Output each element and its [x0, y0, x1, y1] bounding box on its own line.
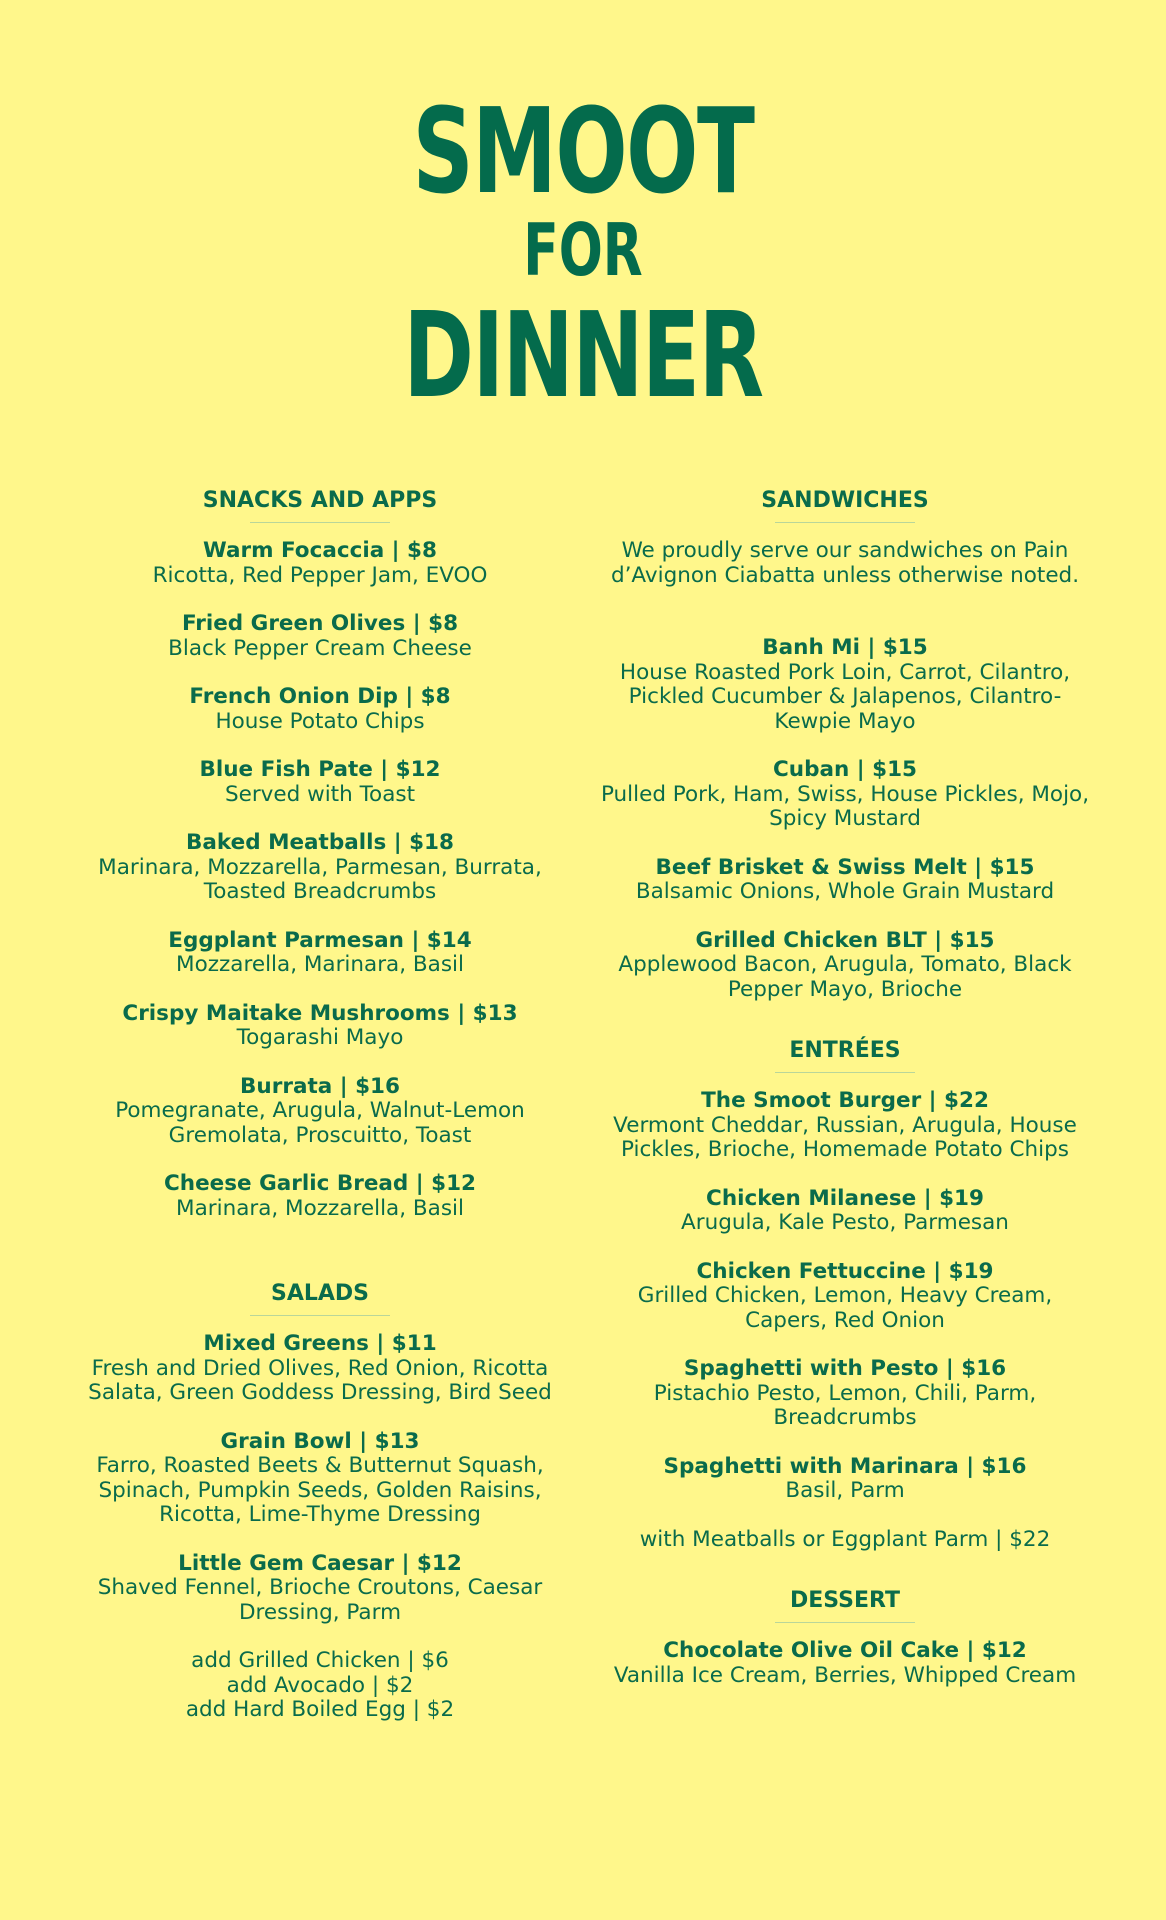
item-description: Grilled Chicken, Lemon, Heavy Cream, Capers, Red Onion: [637, 1283, 1053, 1333]
title-line-1: SMOOT: [412, 82, 754, 220]
item-description: Marinara, Mozzarella, Parmesan, Burrata, Toasted Breadcrumbs: [98, 854, 542, 904]
section-heading: ENTRÉES: [789, 1038, 901, 1063]
left-column: [80, 486, 560, 1723]
menu-item: [80, 1172, 560, 1221]
item-description: Mozzarella, Marinara, Basil: [176, 952, 464, 977]
item-name: The Smoot Burger | $22: [701, 1088, 989, 1113]
section-heading: DESSERT: [790, 1588, 900, 1613]
entree-addon: with Meatballs or Eggplant Parm | $22: [639, 1526, 1051, 1552]
menu-item: [600, 758, 1090, 832]
item-name: Beef Brisket & Swiss Melt | $15: [655, 854, 1035, 880]
salad-addons: [80, 1649, 560, 1723]
menu-item: [600, 1639, 1090, 1688]
item-name: Burrata | $16: [240, 1073, 400, 1099]
item-description: Pulled Pork, Ham, Swiss, House Pickles, Mojo, Spicy Mustard: [600, 781, 1090, 831]
item-description: Balsamic Onions, Whole Grain Mustard: [635, 879, 1055, 904]
item-name: Crispy Maitake Mushrooms | $13: [122, 1000, 518, 1026]
menu-item: [80, 831, 560, 905]
item-name: Little Gem Caesar | $12: [178, 1550, 462, 1576]
item-description: Togarashi Mayo: [236, 1025, 404, 1050]
item-name: Grain Bowl | $13: [220, 1428, 420, 1454]
menu-item: [80, 1430, 560, 1528]
item-description: House Potato Chips: [215, 708, 425, 734]
item-description: Applewood Bacon, Arugula, Tomato, Black Pepper Mayo, Brioche: [618, 952, 1072, 1002]
menu-item: [600, 1357, 1090, 1431]
title-line-3: DINNER: [403, 286, 763, 424]
section-heading: SNACKS AND APPS: [202, 488, 438, 513]
item-name: Spaghetti with Pesto | $16: [683, 1356, 1007, 1381]
menu-item: [80, 539, 560, 588]
item-description: Pomegranate, Arugula, Walnut-Lemon Gremolata, Proscuitto, Toast: [115, 1098, 525, 1148]
menu-item: [80, 758, 560, 807]
heading-divider: [775, 522, 915, 523]
item-name: Fried Green Olives | $8: [181, 611, 459, 636]
item-description: Black Pepper Cream Cheese: [168, 635, 472, 661]
item-description: Farro, Roasted Beets & Butternut Squash, Spinach, Pumpkin Seeds, Golden Raisins, Ricotta, Lime-Thyme Dressing: [96, 1453, 544, 1527]
section-sandwiches: [600, 486, 1090, 1002]
section-spacer: [80, 1245, 560, 1279]
item-description: Served with Toast: [224, 781, 416, 807]
item-name: Mixed Greens | $11: [203, 1331, 437, 1356]
menu-item: [80, 1075, 560, 1149]
heading-divider: [250, 1315, 390, 1316]
item-description: Vanilla Ice Cream, Berries, Whipped Cream: [613, 1662, 1077, 1688]
item-description: House Roasted Pork Loin, Carrot, Cilantro, Pickled Cucumber & Jalapenos, Cilantro-Kewpie Mayo: [619, 659, 1071, 734]
menu-item: [80, 1002, 560, 1051]
menu-item: [600, 1089, 1090, 1163]
right-column: [600, 486, 1090, 1712]
item-name: Cheese Garlic Bread | $12: [163, 1171, 476, 1196]
menu-item: [80, 1552, 560, 1626]
item-name: Chicken Milanese | $19: [706, 1185, 984, 1211]
item-name: Spaghetti with Marinara | $16: [663, 1453, 1027, 1479]
item-name: Blue Fish Pate | $12: [199, 757, 441, 782]
section-heading: SANDWICHES: [761, 488, 929, 513]
item-description: Marinara, Mozzarella, Basil: [176, 1195, 464, 1221]
item-name: Eggplant Parmesan | $14: [168, 927, 472, 953]
heading-divider: [775, 1622, 915, 1623]
section-snacks: [80, 486, 560, 1221]
sandwich-note: We proudly serve our sandwiches on Pain d’Avignon Ciabatta unless otherwise noted.: [610, 538, 1080, 588]
section-heading: SALADS: [270, 1281, 370, 1306]
addon-item: add Hard Boiled Egg | $2: [185, 1697, 455, 1722]
menu-item: [80, 1332, 560, 1406]
menu-item: [600, 856, 1090, 905]
menu-item: [80, 612, 560, 661]
menu-item: [600, 1455, 1090, 1504]
menu-item: [600, 636, 1090, 734]
item-description: Shaved Fennel, Brioche Croutons, Caesar Dressing, Parm: [97, 1575, 543, 1625]
item-name: Cuban | $15: [773, 757, 917, 782]
section-spacer: [600, 1026, 1090, 1036]
heading-divider: [250, 522, 390, 523]
item-name: Chocolate Olive Oil Cake | $12: [663, 1638, 1027, 1663]
item-name: Grilled Chicken BLT | $15: [695, 927, 995, 953]
menu-item: [600, 1260, 1090, 1334]
item-description: Basil, Parm: [785, 1478, 905, 1503]
section-entrees: [600, 1036, 1090, 1552]
item-description: Vermont Cheddar, Russian, Arugula, House Pickles, Brioche, Homemade Potato Chips: [613, 1112, 1077, 1162]
item-name: Banh Mi | $15: [762, 635, 928, 660]
menu-item: [80, 929, 560, 978]
item-description: Arugula, Kale Pesto, Parmesan: [681, 1210, 1009, 1235]
title-line-2: FOR: [523, 208, 643, 292]
menu-item: [80, 685, 560, 734]
item-name: Baked Meatballs | $18: [186, 830, 454, 855]
item-description: Ricotta, Red Pepper Jam, EVOO: [152, 562, 488, 588]
heading-divider: [775, 1072, 915, 1073]
section-dessert: [600, 1586, 1090, 1688]
item-description: Pistachio Pesto, Lemon, Chili, Parm, Breadcrumbs: [653, 1380, 1037, 1430]
item-description: Fresh and Dried Olives, Red Onion, Ricotta Salata, Green Goddess Dressing, Bird Seed: [88, 1355, 552, 1405]
section-salads: [80, 1279, 560, 1723]
item-name: French Onion Dip | $8: [189, 684, 451, 709]
menu-item: [600, 929, 1090, 1003]
item-name: Warm Focaccia | $8: [203, 538, 437, 563]
menu-item: [600, 1187, 1090, 1236]
item-name: Chicken Fettuccine | $19: [696, 1258, 994, 1284]
addon-item: add Grilled Chicken | $6: [191, 1648, 449, 1673]
section-spacer: [600, 1576, 1090, 1586]
addon-item: add Avocado | $2: [226, 1672, 414, 1698]
